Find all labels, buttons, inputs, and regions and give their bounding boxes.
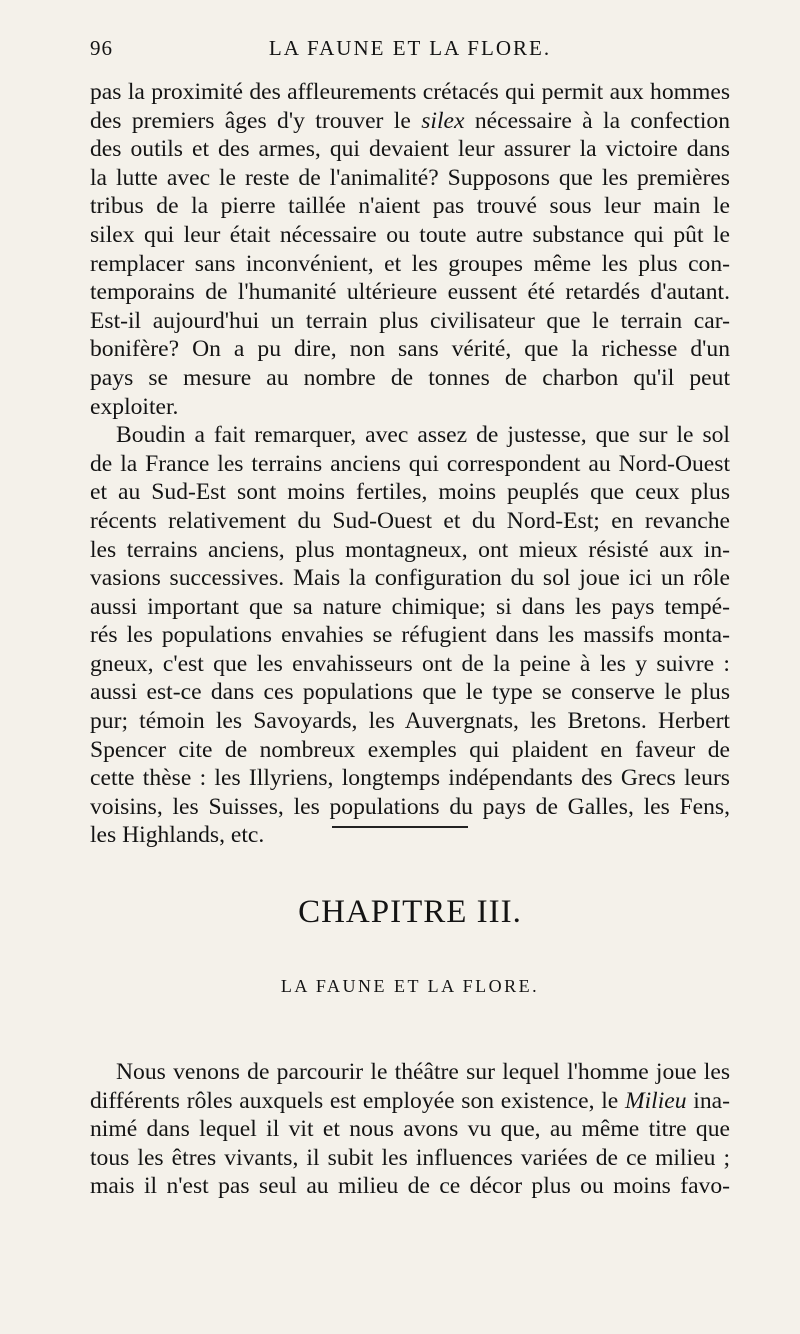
text-line: nimé dans lequel il vit et nous avons vu que, au même titre que [90,1116,730,1143]
section-divider [332,826,468,828]
text-line: cette thèse : les Illyriens, longtemps indépendants des Grecs leurs [90,765,730,792]
running-head: LA FAUNE ET LA FLORE. [268,36,552,60]
text-line: pur; témoin les Savoyards, les Auvergnats, les Bretons. Herbert [90,708,730,735]
text-line: Spencer cite de nombreux exemples qui plaident en faveur de [90,736,730,763]
text-line: gneux, c'est que les envahisseurs ont de la peine à les y suivre : [90,650,730,677]
text-line: Est-il aujourd'hui un terrain plus civilisateur que le terrain car- [90,307,730,334]
text-line: la lutte avec le reste de l'animalité? Supposons que les premières [90,164,730,191]
italic-term: Milieu [624,1087,687,1114]
text-line: tribus de la pierre taillée n'aient pas trouvé sous leur main le [90,193,730,220]
text-line: tous les êtres vivants, il subit les influences variées de ce milieu ; [90,1144,730,1171]
chapter-body-text [90,1058,730,1201]
page-number: 96 [90,36,113,60]
text-line: des premiers âges d'y trouver le silex nécessaire à la confection [90,107,730,134]
text-line: vasions successives. Mais la configuration du sol joue ici un rôle [90,565,730,592]
text-line: mais il n'est pas seul au milieu de ce décor plus ou moins favo- [90,1173,730,1200]
page-header [90,36,730,66]
italic-term: silex [421,107,465,134]
text-line: de la France les terrains anciens qui correspondent au Nord-Ouest [90,450,730,477]
text-line: Nous venons de parcourir le théâtre sur lequel l'homme joue les [116,1059,730,1085]
text-line: bonifère? On a pu dire, non sans vérité, que la richesse d'un [90,336,730,363]
text-line: les terrains anciens, plus montagneux, ont mieux résisté aux in- [90,536,730,563]
text-line: pas la proximité des affleurements crétacés qui permit aux hommes [90,79,730,105]
text-line: rés les populations envahies se réfugient dans les massifs monta- [90,622,730,649]
text-line: Boudin a fait remarquer, avec assez de justesse, que sur le sol [116,422,730,449]
text-line: exploiter. [90,393,179,420]
text-line: silex qui leur était nécessaire ou toute autre substance qui pût le [90,221,730,248]
text-line: aussi est-ce dans ces populations que le type se conserve le plus [90,679,730,706]
text-line: remplacer sans inconvénient, et les groupes même les plus con- [90,250,730,277]
chapter-subtitle: LA FAUNE ET LA FLORE. [280,976,540,996]
text-line: les Highlands, etc. [90,822,265,849]
section-body-text [90,78,730,850]
text-line: temporains de l'humanité ultérieure eussent été retardés d'autant. [90,279,730,306]
chapter-title: CHAPITRE III. [298,894,522,930]
text-line: voisins, les Suisses, les populations du pays de Galles, les Fens, [90,793,730,820]
text-line: récents relativement du Sud-Ouest et du Nord-Est; en revanche [90,507,730,534]
text-line: aussi important que sa nature chimique; si dans les pays tempé- [90,593,730,620]
text-line: et au Sud-Est sont moins fertiles, moins peuplés que ceux plus [90,479,730,506]
text-line: pays se mesure au nombre de tonnes de charbon qu'il peut [90,364,730,391]
text-line: des outils et des armes, qui devaient leur assurer la victoire dans [90,136,730,163]
text-line: différents rôles auxquels est employée son existence, le Milieu ina- [90,1087,730,1114]
